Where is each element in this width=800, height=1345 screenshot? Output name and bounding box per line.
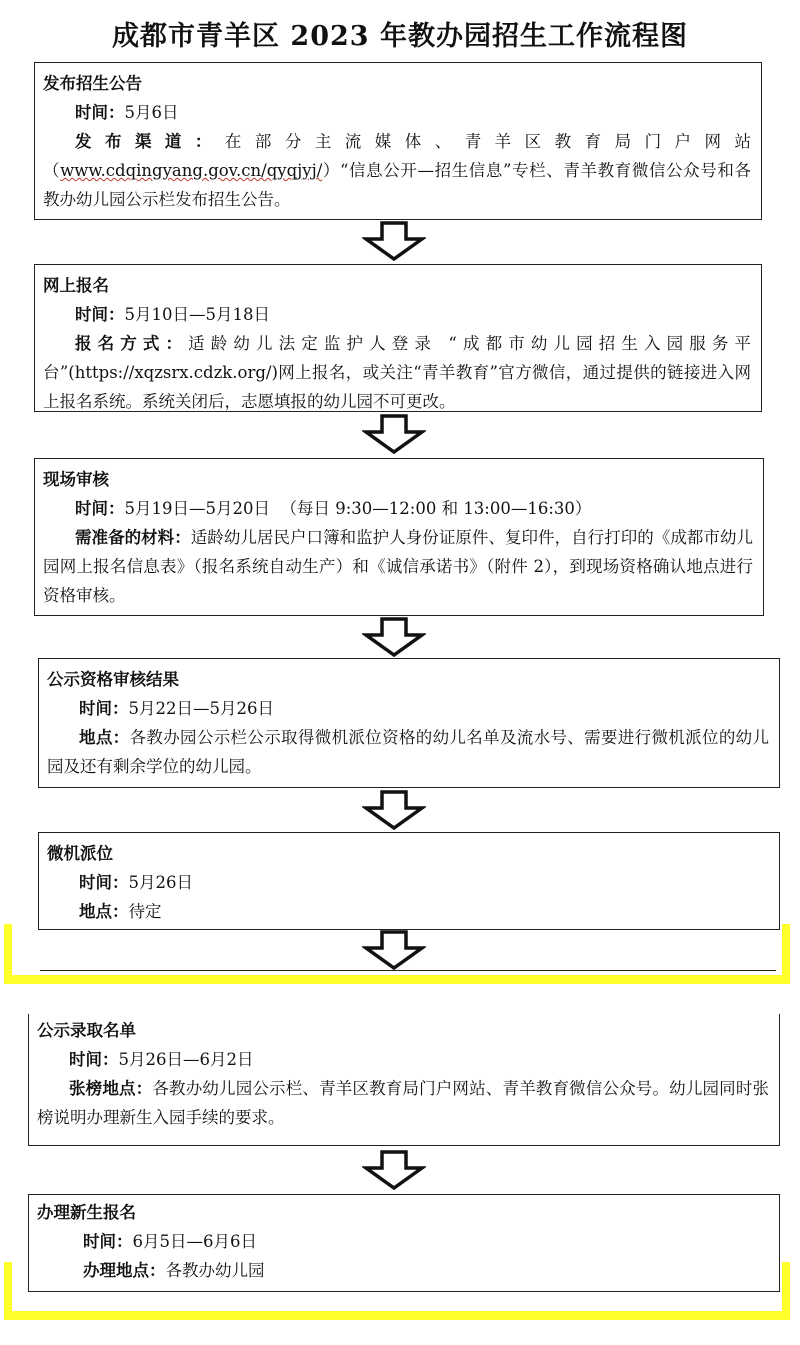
detail-text: 适龄幼儿居民户口簿和监护人身份证原件、复印件，自行打印的《成都市幼儿园网上报名信息表》（报名系统自动生产）和《诚信承诺书》（附件 2），到现场资格确认地点进行资格审核。 [43, 528, 754, 605]
detail-text: 在部分主流媒体、青羊区教育局门户网站（ [43, 132, 752, 180]
detail-url: www.cdqingyang.gov.cn/qyqjyj/ [60, 161, 323, 180]
detail-label: 需准备的材料： [75, 528, 191, 547]
hollow-down-arrow-icon [362, 617, 426, 657]
step-online-registration [34, 264, 762, 412]
diagram-title: 成都市青羊区 2023 年教办园招生工作流程图 [112, 21, 688, 52]
detail-label: 办理地点： [83, 1261, 166, 1280]
step-heading: 发布招生公告 [43, 74, 142, 93]
detail-text: 适龄幼儿法定监护人登录 “成都市幼儿园招生入园服务平台”(https://xqzsrx.cdzk.org/)网上报名，或关注“青羊教育”官方微信，通过提供的链接进入网上报名系统。系统关闭后，志愿填报的幼儿园不可更改。 [43, 334, 751, 411]
step-heading: 公示资格审核结果 [47, 670, 179, 689]
time-label: 时间： [83, 1232, 133, 1251]
step-heading: 办理新生报名 [37, 1203, 136, 1222]
time-value: 6月5日—6月6日 [132, 1232, 257, 1251]
time-label: 时间： [75, 305, 125, 324]
step-detail [43, 523, 753, 610]
detail-label: 发布渠道： [75, 132, 225, 151]
time-label: 时间： [69, 1050, 119, 1069]
hollow-down-arrow-icon [362, 790, 426, 830]
hollow-down-arrow-icon [362, 1150, 426, 1190]
hollow-down-arrow-icon [362, 930, 426, 970]
detail-text-post: ）“信息公开—招生信息”专栏、青羊教育微信公众号和各教办幼儿园公示栏发布招生公告。 [43, 161, 751, 209]
highlight-mark [4, 975, 790, 984]
detail-text: 各教办幼儿园公示栏、青羊区教育局门户网站、青羊教育微信公众号。幼儿园同时张榜说明办理新生入园手续的要求。 [37, 1079, 770, 1127]
time-value: 5月10日—5月18日 [124, 305, 270, 324]
step-new-student-registration [28, 1194, 780, 1292]
time-value: 5月22日—5月26日 [128, 699, 274, 718]
time-value: 5月26日 [128, 873, 193, 892]
step-heading: 公示录取名单 [37, 1021, 136, 1040]
detail-label: 地点： [79, 728, 130, 747]
step-detail [43, 329, 751, 416]
step-detail [37, 1074, 769, 1132]
highlight-mark [782, 1262, 790, 1320]
time-label: 时间： [75, 103, 125, 122]
step-heading: 微机派位 [47, 844, 113, 863]
detail-text: 各教办园公示栏公示取得微机派位资格的幼儿名单及流水号、需要进行微机派位的幼儿园及还有剩余学位的幼儿园。 [47, 728, 770, 776]
divider-line [40, 970, 776, 971]
step-publish-review-results [38, 658, 780, 788]
step-detail [47, 723, 769, 781]
time-value: 5月26日—6月2日 [118, 1050, 254, 1069]
time-label: 时间： [79, 873, 129, 892]
hollow-down-arrow-icon [362, 414, 426, 454]
time-value: 5月19日—5月20日 （每日 9:30—12:00 和 13:00—16:30） [124, 499, 592, 518]
step-publish-admission-list [28, 1014, 780, 1146]
step-detail [43, 127, 751, 214]
step-onsite-review [34, 458, 764, 616]
time-label: 时间： [79, 699, 129, 718]
time-value: 5月6日 [124, 103, 179, 122]
time-label: 时间： [75, 499, 125, 518]
highlight-mark [782, 924, 790, 982]
detail-label: 地点： [79, 902, 129, 921]
detail-label: 张榜地点： [69, 1079, 153, 1098]
detail-text: 待定 [128, 902, 162, 921]
step-computer-allocation [38, 832, 780, 930]
step-heading: 网上报名 [43, 276, 109, 295]
detail-text: 各教办幼儿园 [165, 1261, 265, 1280]
detail-label: 报名方式： [75, 334, 189, 353]
highlight-mark [4, 1311, 790, 1320]
step-publish-notice [34, 62, 762, 220]
step-heading: 现场审核 [43, 470, 109, 489]
hollow-down-arrow-icon [362, 221, 426, 261]
